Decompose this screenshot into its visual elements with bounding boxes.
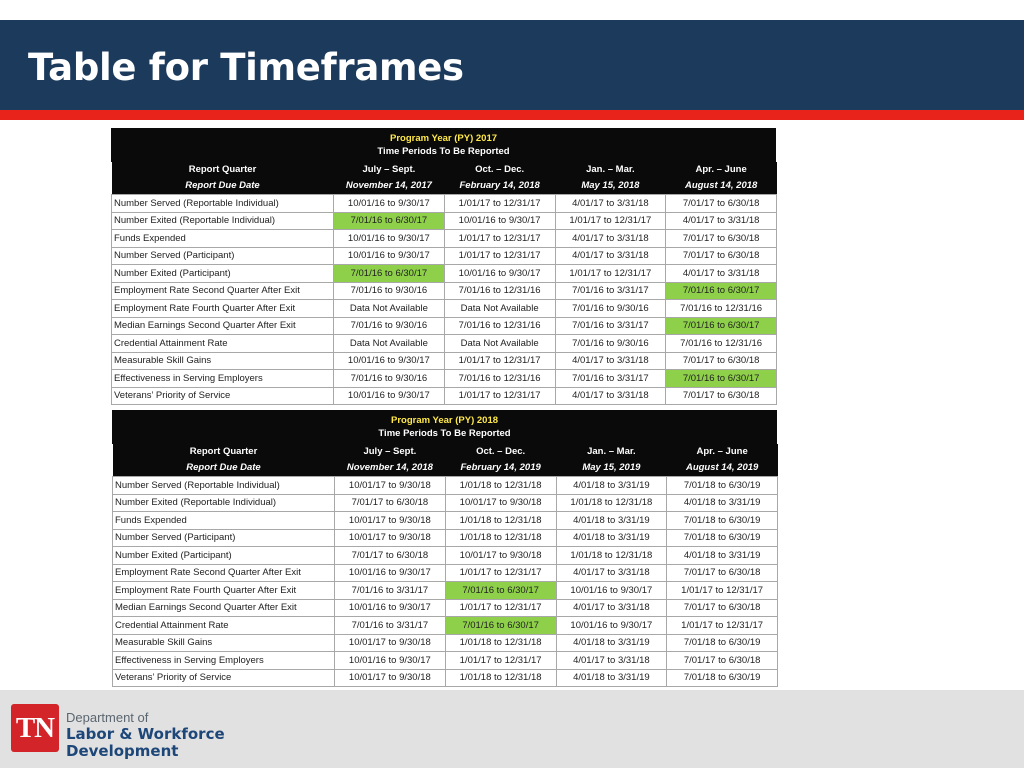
period-cell: 10/01/16 to 9/30/17 — [444, 265, 555, 283]
period-cell: 4/01/18 to 3/31/19 — [556, 634, 667, 652]
period-cell: 1/01/17 to 12/31/17 — [445, 652, 556, 670]
title-bar — [0, 20, 1024, 120]
period-cell: 7/01/17 to 6/30/18 — [335, 494, 446, 512]
period-cell: 7/01/16 to 9/30/16 — [555, 335, 666, 353]
row-label: Employment Rate Fourth Quarter After Exit — [112, 300, 334, 318]
column-header: Oct. – Dec. — [445, 444, 556, 460]
table-row — [113, 564, 778, 582]
period-cell: 1/01/17 to 12/31/17 — [444, 247, 555, 265]
period-cell: 7/01/17 to 6/30/18 — [667, 652, 778, 670]
row-label: Veterans’ Priority of Service — [113, 669, 335, 687]
row-label: Veterans’ Priority of Service — [112, 387, 334, 405]
period-cell: 1/01/17 to 12/31/17 — [667, 582, 778, 600]
table-row — [113, 617, 778, 635]
row-label: Effectiveness in Serving Employers — [112, 370, 334, 388]
period-cell: 7/01/18 to 6/30/19 — [667, 669, 778, 687]
py2017-table-block — [111, 128, 776, 405]
column-header: July – Sept. — [335, 444, 446, 460]
row-label: Credential Attainment Rate — [113, 617, 335, 635]
period-cell: Data Not Available — [334, 300, 445, 318]
table-row — [112, 317, 777, 335]
period-cell: 7/01/17 to 6/30/18 — [666, 195, 777, 213]
column-header: Oct. – Dec. — [444, 162, 555, 178]
period-cell: 4/01/17 to 3/31/18 — [666, 212, 777, 230]
row-label: Effectiveness in Serving Employers — [113, 652, 335, 670]
row-label: Funds Expended — [112, 230, 334, 248]
due-date-cell: May 15, 2018 — [555, 178, 666, 195]
table-program-year-header — [111, 128, 776, 162]
period-cell: 1/01/18 to 12/31/18 — [556, 547, 667, 565]
table-row — [112, 370, 777, 388]
period-cell: 7/01/17 to 6/30/18 — [667, 564, 778, 582]
org-name-line2: Development — [66, 742, 179, 760]
period-cell: 10/01/17 to 9/30/18 — [335, 634, 446, 652]
due-date-row — [112, 178, 777, 195]
due-date-cell: February 14, 2018 — [444, 178, 555, 195]
row-label: Number Exited (Participant) — [112, 265, 334, 283]
period-cell: 4/01/18 to 3/31/19 — [556, 512, 667, 530]
period-cell: 4/01/18 to 3/31/19 — [556, 529, 667, 547]
period-cell: Data Not Available — [334, 335, 445, 353]
row-label: Employment Rate Fourth Quarter After Exit — [113, 582, 335, 600]
period-cell: 10/01/16 to 9/30/17 — [334, 387, 445, 405]
period-cell: 10/01/16 to 9/30/17 — [444, 212, 555, 230]
period-cell: 4/01/18 to 3/31/19 — [556, 669, 667, 687]
time-periods-subtitle: Time Periods To Be Reported — [377, 146, 510, 157]
period-cell: 7/01/18 to 6/30/19 — [667, 634, 778, 652]
table-row — [113, 582, 778, 600]
period-cell: 7/01/16 to 12/31/16 — [666, 335, 777, 353]
period-cell: 1/01/17 to 12/31/17 — [555, 265, 666, 283]
period-cell: 7/01/18 to 6/30/19 — [667, 529, 778, 547]
period-cell: 4/01/17 to 3/31/18 — [556, 564, 667, 582]
row-label: Number Exited (Reportable Individual) — [113, 494, 335, 512]
department-label: Department of — [66, 710, 149, 725]
period-cell: 10/01/16 to 9/30/17 — [334, 195, 445, 213]
period-cell: 10/01/17 to 9/30/18 — [335, 669, 446, 687]
period-cell: 10/01/17 to 9/30/18 — [335, 512, 446, 530]
period-cell: 7/01/18 to 6/30/19 — [667, 477, 778, 495]
period-cell: 4/01/17 to 3/31/18 — [555, 195, 666, 213]
period-cell: 7/01/17 to 6/30/18 — [666, 247, 777, 265]
column-header: Apr. – June — [666, 162, 777, 178]
column-header: Jan. – Mar. — [555, 162, 666, 178]
period-cell: 10/01/16 to 9/30/17 — [335, 652, 446, 670]
row-label: Employment Rate Second Quarter After Exit — [113, 564, 335, 582]
period-cell: 1/01/18 to 12/31/18 — [445, 669, 556, 687]
period-cell: 1/01/18 to 12/31/18 — [445, 512, 556, 530]
period-cell: 1/01/17 to 12/31/17 — [555, 212, 666, 230]
period-cell: 7/01/16 to 12/31/16 — [444, 282, 555, 300]
period-cell: 10/01/17 to 9/30/18 — [335, 529, 446, 547]
org-name-line1: Labor & Workforce — [66, 725, 225, 743]
table-row — [113, 669, 778, 687]
period-cell: 7/01/17 to 6/30/18 — [667, 599, 778, 617]
row-label: Number Served (Reportable Individual) — [112, 195, 334, 213]
due-date-cell: November 14, 2018 — [335, 460, 446, 477]
table-row — [113, 634, 778, 652]
highlighted-period-cell: 7/01/16 to 6/30/17 — [666, 370, 777, 388]
period-cell: 1/01/18 to 12/31/18 — [445, 634, 556, 652]
highlighted-period-cell: 7/01/16 to 6/30/17 — [445, 582, 556, 600]
table-row — [112, 335, 777, 353]
period-cell: 7/01/16 to 12/31/16 — [666, 300, 777, 318]
column-header: Report Quarter — [113, 444, 335, 460]
period-cell: 7/01/16 to 12/31/16 — [444, 370, 555, 388]
period-cell: 1/01/17 to 12/31/17 — [444, 195, 555, 213]
period-cell: 7/01/17 to 6/30/18 — [666, 230, 777, 248]
table-row — [112, 387, 777, 405]
period-cell: Data Not Available — [444, 335, 555, 353]
row-label: Number Exited (Reportable Individual) — [112, 212, 334, 230]
timeframe-table — [111, 162, 777, 405]
due-date-cell: May 15, 2019 — [556, 460, 667, 477]
table-row — [112, 212, 777, 230]
period-cell: 1/01/17 to 12/31/17 — [445, 599, 556, 617]
period-cell: 10/01/16 to 9/30/17 — [334, 352, 445, 370]
column-header: Jan. – Mar. — [556, 444, 667, 460]
period-cell: 7/01/17 to 6/30/18 — [666, 352, 777, 370]
period-cell: 10/01/16 to 9/30/17 — [556, 617, 667, 635]
highlighted-period-cell: 7/01/16 to 6/30/17 — [666, 317, 777, 335]
row-label: Measurable Skill Gains — [113, 634, 335, 652]
period-cell: 10/01/16 to 9/30/17 — [556, 582, 667, 600]
period-cell: 10/01/16 to 9/30/17 — [335, 599, 446, 617]
period-cell: 7/01/18 to 6/30/19 — [667, 512, 778, 530]
row-label: Number Exited (Participant) — [113, 547, 335, 565]
period-cell: 4/01/17 to 3/31/18 — [555, 352, 666, 370]
table-row — [112, 300, 777, 318]
highlighted-period-cell: 7/01/16 to 6/30/17 — [666, 282, 777, 300]
table-row — [112, 265, 777, 283]
due-date-cell: August 14, 2018 — [666, 178, 777, 195]
period-cell: 4/01/17 to 3/31/18 — [555, 387, 666, 405]
row-label: Median Earnings Second Quarter After Exit — [112, 317, 334, 335]
timeframe-table — [112, 444, 778, 687]
table-row — [112, 230, 777, 248]
period-cell: 7/01/16 to 9/30/16 — [555, 300, 666, 318]
period-cell: 4/01/18 to 3/31/19 — [667, 494, 778, 512]
column-header: Report Quarter — [112, 162, 334, 178]
period-cell: 7/01/16 to 9/30/16 — [334, 370, 445, 388]
table-row — [112, 247, 777, 265]
column-header: Apr. – June — [667, 444, 778, 460]
period-cell: 1/01/17 to 12/31/17 — [444, 387, 555, 405]
table-row — [112, 352, 777, 370]
period-cell: 10/01/17 to 9/30/18 — [445, 494, 556, 512]
row-label: Median Earnings Second Quarter After Exit — [113, 599, 335, 617]
highlighted-period-cell: 7/01/16 to 6/30/17 — [445, 617, 556, 635]
footer — [0, 690, 1024, 768]
period-cell: 10/01/17 to 9/30/18 — [445, 547, 556, 565]
table-row — [113, 477, 778, 495]
period-cell: 7/01/16 to 3/31/17 — [555, 282, 666, 300]
period-cell: 7/01/16 to 3/31/17 — [335, 617, 446, 635]
row-label: Number Served (Participant) — [113, 529, 335, 547]
slide-title: Table for Timeframes — [28, 46, 464, 89]
row-label: Number Served (Participant) — [112, 247, 334, 265]
period-cell: 4/01/18 to 3/31/19 — [667, 547, 778, 565]
due-date-cell: Report Due Date — [113, 460, 335, 477]
table-row — [113, 599, 778, 617]
py2018-table-block — [112, 410, 777, 687]
period-cell: 7/01/16 to 3/31/17 — [555, 317, 666, 335]
period-cell: 1/01/17 to 12/31/17 — [667, 617, 778, 635]
period-cell: 4/01/17 to 3/31/18 — [666, 265, 777, 283]
highlighted-period-cell: 7/01/16 to 6/30/17 — [334, 265, 445, 283]
header-row — [112, 162, 777, 178]
program-year-title: Program Year (PY) 2017 — [389, 133, 498, 144]
due-date-cell: November 14, 2017 — [334, 178, 445, 195]
row-label: Funds Expended — [113, 512, 335, 530]
period-cell: 4/01/17 to 3/31/18 — [556, 599, 667, 617]
period-cell: 7/01/16 to 3/31/17 — [555, 370, 666, 388]
row-label: Measurable Skill Gains — [112, 352, 334, 370]
period-cell: 7/01/16 to 3/31/17 — [335, 582, 446, 600]
period-cell: 7/01/17 to 6/30/18 — [335, 547, 446, 565]
period-cell: 1/01/18 to 12/31/18 — [445, 477, 556, 495]
tn-logo: TN — [11, 704, 59, 752]
period-cell: 7/01/16 to 12/31/16 — [444, 317, 555, 335]
period-cell: 7/01/16 to 9/30/16 — [334, 317, 445, 335]
period-cell: Data Not Available — [444, 300, 555, 318]
highlighted-period-cell: 7/01/16 to 6/30/17 — [334, 212, 445, 230]
table-row — [112, 195, 777, 213]
period-cell: 1/01/17 to 12/31/17 — [444, 230, 555, 248]
row-label: Employment Rate Second Quarter After Exit — [112, 282, 334, 300]
period-cell: 4/01/18 to 3/31/19 — [556, 477, 667, 495]
time-periods-subtitle: Time Periods To Be Reported — [378, 428, 511, 439]
due-date-cell: August 14, 2019 — [667, 460, 778, 477]
column-header: July – Sept. — [334, 162, 445, 178]
table-row — [113, 512, 778, 530]
period-cell: 1/01/18 to 12/31/18 — [445, 529, 556, 547]
table-row — [113, 494, 778, 512]
period-cell: 10/01/16 to 9/30/17 — [334, 247, 445, 265]
period-cell: 7/01/17 to 6/30/18 — [666, 387, 777, 405]
period-cell: 1/01/17 to 12/31/17 — [445, 564, 556, 582]
period-cell: 4/01/17 to 3/31/18 — [555, 230, 666, 248]
table-row — [113, 529, 778, 547]
table-program-year-header — [112, 410, 777, 444]
due-date-cell: Report Due Date — [112, 178, 334, 195]
period-cell: 10/01/16 to 9/30/17 — [334, 230, 445, 248]
due-date-cell: February 14, 2019 — [445, 460, 556, 477]
period-cell: 4/01/17 to 3/31/18 — [556, 652, 667, 670]
period-cell: 4/01/17 to 3/31/18 — [555, 247, 666, 265]
table-row — [112, 282, 777, 300]
row-label: Credential Attainment Rate — [112, 335, 334, 353]
row-label: Number Served (Reportable Individual) — [113, 477, 335, 495]
header-row — [113, 444, 778, 460]
period-cell: 1/01/17 to 12/31/17 — [444, 352, 555, 370]
program-year-title: Program Year (PY) 2018 — [390, 415, 499, 426]
period-cell: 10/01/17 to 9/30/18 — [335, 477, 446, 495]
period-cell: 1/01/18 to 12/31/18 — [556, 494, 667, 512]
period-cell: 10/01/16 to 9/30/17 — [335, 564, 446, 582]
due-date-row — [113, 460, 778, 477]
table-row — [113, 547, 778, 565]
period-cell: 7/01/16 to 9/30/16 — [334, 282, 445, 300]
table-row — [113, 652, 778, 670]
